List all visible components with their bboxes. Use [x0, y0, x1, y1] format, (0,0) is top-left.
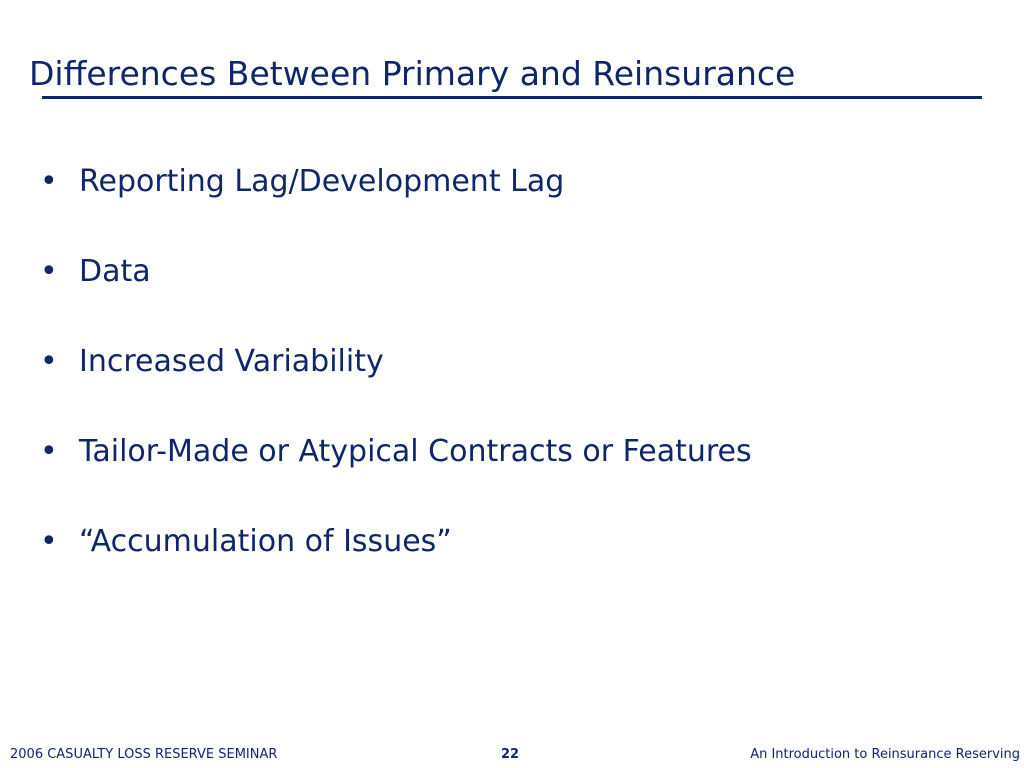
bullet-list [40, 160, 752, 610]
slide-title: Differences Between Primary and Reinsurance [29, 54, 796, 93]
bullet-item [40, 430, 752, 520]
bullet-icon: • [40, 254, 58, 289]
bullet-text: Reporting Lag/Development Lag [79, 164, 565, 199]
bullet-icon: • [40, 434, 58, 469]
bullet-text: Data [79, 254, 151, 289]
footer-page-number: 22 [500, 747, 520, 762]
bullet-icon: • [40, 344, 58, 379]
title-underline [42, 96, 982, 99]
bullet-item [40, 250, 752, 340]
bullet-item [40, 340, 752, 430]
footer-seminar-name: 2006 CASUALTY LOSS RESERVE SEMINAR [10, 747, 278, 762]
bullet-item [40, 520, 752, 610]
bullet-text: Increased Variability [79, 344, 384, 379]
bullet-item [40, 160, 752, 250]
bullet-text: “Accumulation of Issues” [79, 524, 452, 559]
bullet-icon: • [40, 524, 58, 559]
bullet-icon: • [40, 164, 58, 199]
footer-presentation-title: An Introduction to Reinsurance Reserving [750, 747, 1020, 762]
bullet-text: Tailor-Made or Atypical Contracts or Features [79, 434, 752, 469]
